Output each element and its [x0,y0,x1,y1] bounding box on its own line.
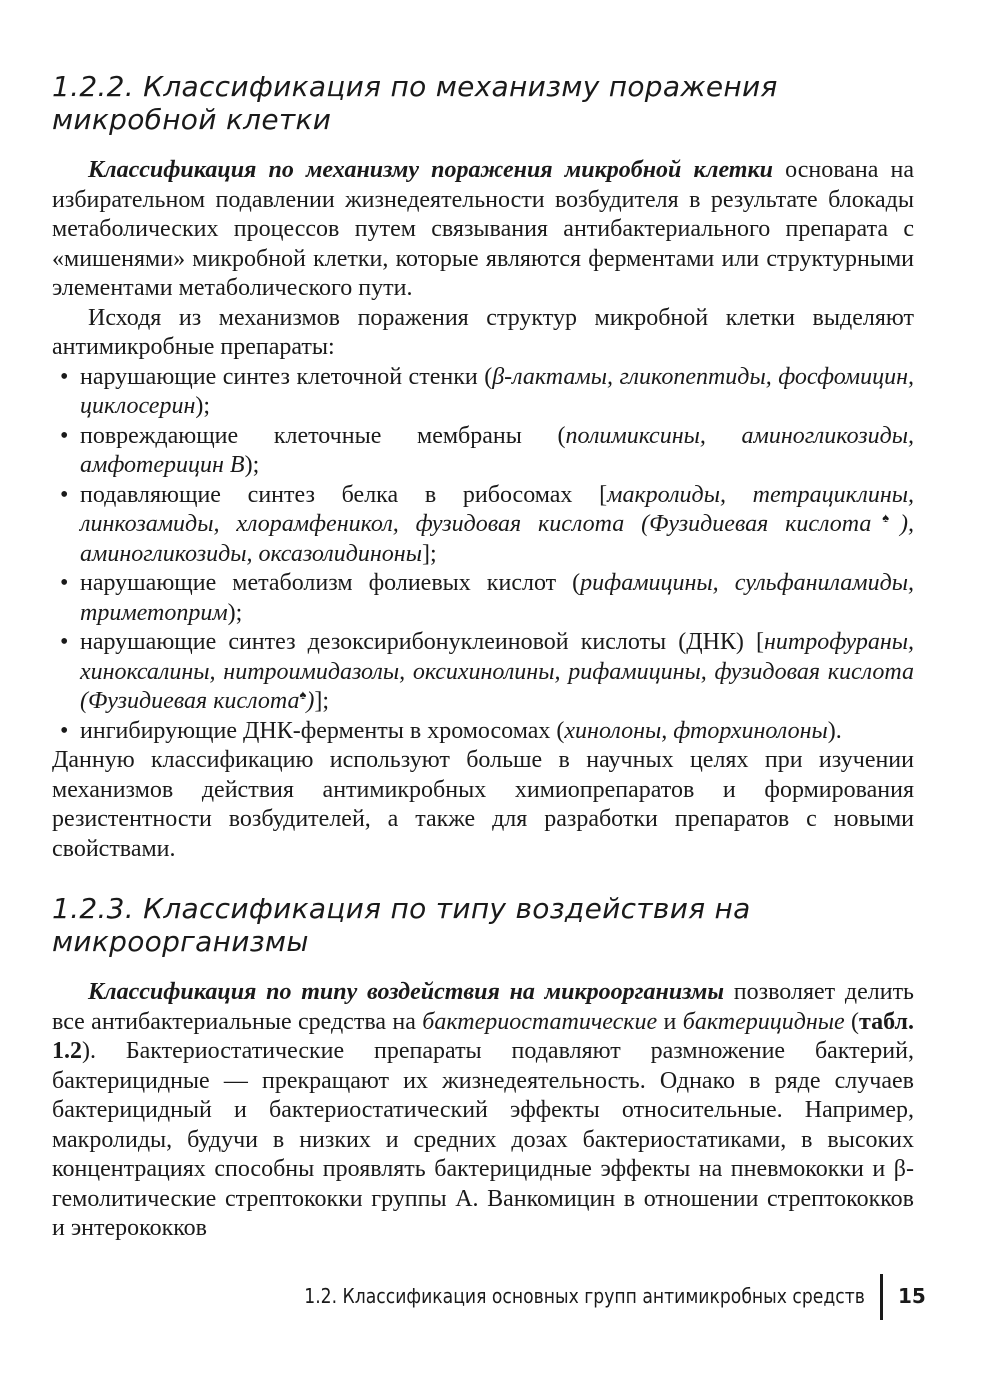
list-item: • нарушающие синтез дезоксирибонуклеиновой кислоты (ДНК) [нитрофураны, хиноксалины, нитроимидазолы, оксихинолины, рифамицины, фузидовая кислота (Фузидиевая кислота♠)]; [58,628,914,717]
list-item: • ингибирующие ДНК-ферменты в хромосомах (хинолоны, фторхинолоны). [58,717,914,747]
page-footer [0,1276,1000,1316]
list-item: • повреждающие клеточные мембраны (полимиксины, аминогликозиды, амфотерицин В); [58,422,914,481]
spade-mark-icon: ♠ [299,687,307,702]
paragraph-lead-term: Классификация по типу воздействия на микроорганизмы [88,979,725,1005]
list-item: • подавляющие синтез белка в рибосомах [макролиды, тетрациклины, линкозамиды, хлорамфеникол, фузидовая кислота (Фузидиевая кислота♠), аминогликозиды, оксазолидиноны]; [58,481,914,570]
paragraph-intro [52,156,914,304]
footer-divider [880,1274,883,1320]
table-reference: табл. 1.2 [52,1008,914,1064]
spade-mark-icon: ♠ [871,510,901,525]
section-heading-1-2-3: 1.2.3. Классификация по типу воздействия на микроорганизмы [52,892,751,958]
running-title: 1.2. Классификация основных групп антимикробных средств [304,1284,865,1308]
paragraph-action-type: Классификация по типу воздействия на микроорганизмы позволяет делить все антибактериальные средства на бактериостатические и бактерицидные (табл. 1.2). Бактериостатические препараты подавляют размножение бактерий, бактерицидные — прекращают их жизнедеятельность. Однако в ряде случаев бактерицидный и бактериостатический эффекты относительные. Например, макролиды, будучи в низких и средних дозах бактериостатиками, в высоких концентрациях способны проявлять бактерицидные эффекты на пневмококки и β-гемолитические стрептококки группы А. Ванкомицин в отношении стрептококков и энтерококков [52,979,914,1241]
paragraph-lead-term: Классификация по механизму поражения микробной клетки [88,157,773,183]
mechanism-list [52,363,914,747]
paragraph-conclusion: Данную классификацию используют больше в научных целях при изучении механизмов действия антимикробных химиопрепаратов и формирования резистентности возбудителей, а также для разработки препаратов с новыми свойствами. [52,747,914,862]
list-item: • нарушающие метаболизм фолиевых кислот (рифамицины, сульфаниламиды, триметоприм); [58,569,914,628]
paragraph-text: основана на избирательном подавлении жизнедеятельности возбудителя в результате блокады метаболических процессов путем связывания антибактериального препарата с «мишенями» микробной клетки, которые являются ферментами или структурными элементами метаболического пути. [52,157,914,301]
section-heading-1-2-2: 1.2.2. Классификация по механизму поражения микробной клетки [52,70,778,136]
list-item: • нарушающие синтез клеточной стенки (β-лактамы, гликопептиды, фосфомицин, циклосерин); [58,363,914,422]
paragraph-list-intro: Исходя из механизмов поражения структур микробной клетки выделяют антимикробные препараты: [52,304,914,360]
page-number: 15 [898,1284,926,1308]
